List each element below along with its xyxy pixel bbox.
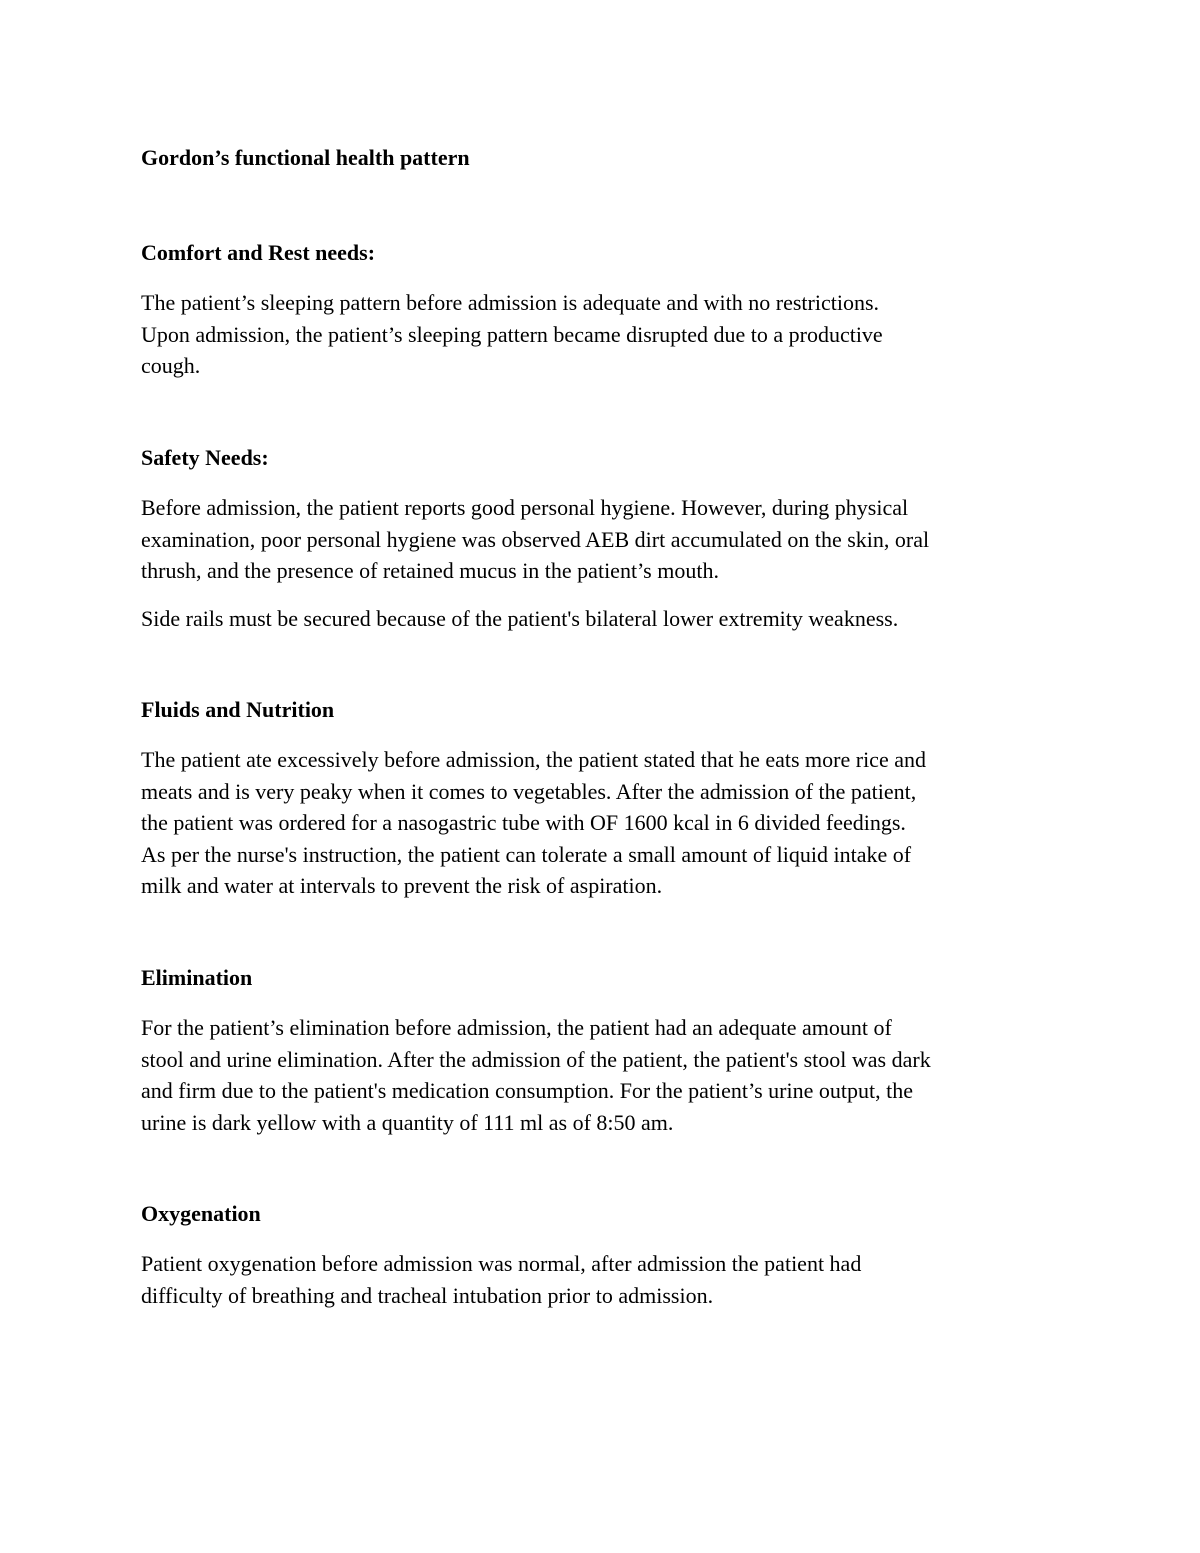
section-elimination xyxy=(141,964,1071,1154)
section-oxygenation xyxy=(141,1200,1071,1327)
section-paragraph: Patient oxygenation before admission was normal, after admission the patient had difficulty of breathing and tracheal intubation prior to admission. xyxy=(141,1251,862,1308)
section-paragraph: The patient’s sleeping pattern before admission is adequate and with no restrictions. Upon admission, the patient’s sleeping pattern became disrupted due to a productive cough. xyxy=(141,290,883,378)
section-heading: Oxygenation xyxy=(141,1201,261,1226)
document-title: Gordon’s functional health pattern xyxy=(141,145,470,170)
section-heading: Elimination xyxy=(141,965,253,990)
section-heading: Comfort and Rest needs: xyxy=(141,240,376,265)
section-paragraph: Side rails must be secured because of the patient's bilateral lower extremity weakness. xyxy=(141,605,899,631)
section-paragraph: The patient ate excessively before admission, the patient stated that he eats more rice and meats and is very peaky when it comes to vegetables. After the admission of the patient, the patient was ordered for a nasogastric tube with OF 1600 kcal in 6 divided feedings. As per the nurse's instruction, the patient can tolerate a small amount of liquid intake of milk and water at intervals to prevent the risk of aspiration. xyxy=(141,747,926,898)
section-paragraph: Before admission, the patient reports good personal hygiene. However, during physical examination, poor personal hygiene was observed AEB dirt accumulated on the skin, oral thrush, and the presence of retained mucus in the patient’s mouth. xyxy=(141,495,930,583)
section-paragraph: For the patient’s elimination before admission, the patient had an adequate amount of stool and urine elimination. After the admission of the patient, the patient's stool was dark and firm due to the patient's medication consumption. For the patient’s urine output, the urine is dark yellow with a quantity of 111 ml as of 8:50 am. xyxy=(141,1015,931,1135)
section-fluids-nutrition xyxy=(141,696,1071,918)
section-safety-needs xyxy=(141,444,1071,650)
section-comfort-rest xyxy=(141,239,1071,398)
section-heading: Safety Needs: xyxy=(141,445,269,470)
section-heading: Fluids and Nutrition xyxy=(141,697,335,722)
